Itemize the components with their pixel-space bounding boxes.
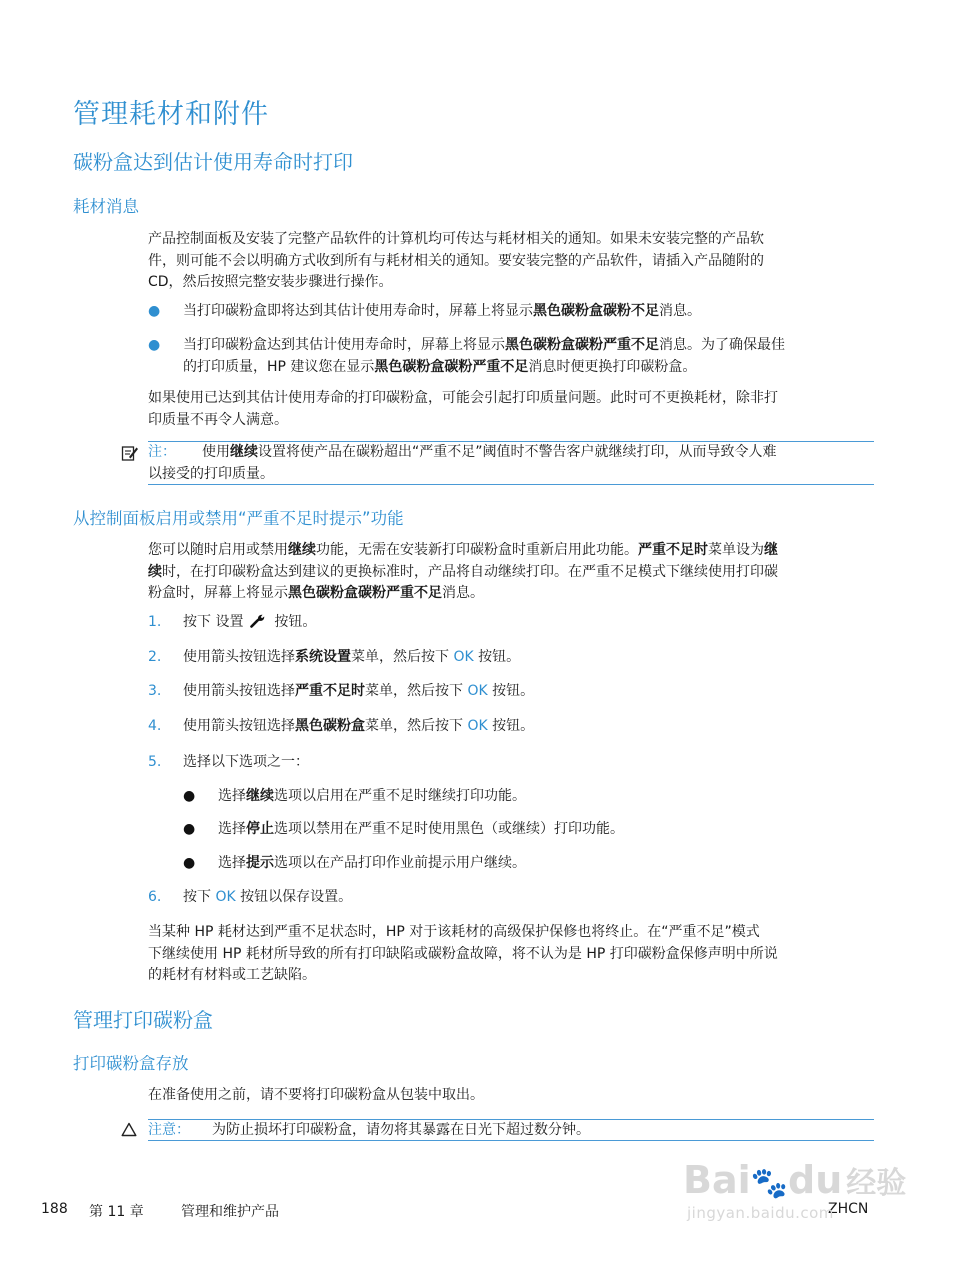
message-name: 黑色碳粉盒碳粉不足 (533, 303, 659, 319)
bullet-dot-icon: ● (183, 788, 196, 804)
text-line (183, 335, 785, 357)
text-line: 如果使用已达到其估计使用寿命的打印碳粉盒，可能会引起打印质量问题。此时可不更换耗材，除非打 (148, 390, 778, 406)
menu-name: 严重不足时 (295, 683, 365, 699)
text-line: 下继续使用 HP 耗材所导致的所有打印缺陷或碳粉盒故障，将不认为是 HP 打印碳粉盒保修声明中所说 (148, 945, 778, 962)
paragraph-quality-warning (148, 388, 874, 431)
text-line: 当某种 HP 耗材达到严重不足状态时，HP 对于该耗材的高级保护保修也将终止。在“严重不足”模式 (148, 924, 760, 940)
message-name: 黑色碳粉盒碳粉严重不足 (505, 337, 659, 353)
baidu-watermark (683, 1158, 907, 1230)
step-number: 3. (148, 683, 162, 699)
text: 使用 (202, 444, 230, 460)
step-1 (183, 612, 316, 634)
text: 您可以随时启用或禁用 (148, 542, 288, 558)
step-number: 6. (148, 889, 162, 905)
text-line (183, 357, 785, 379)
option-stop (218, 819, 624, 841)
text: 的打印质量，HP 建议您在显示 (183, 358, 375, 375)
setting-name: 继续 (230, 444, 258, 460)
text: 消息。 (442, 585, 484, 601)
text-line (148, 442, 874, 464)
menu-name: 系统设置 (295, 649, 351, 665)
watermark-brand-cn: 经验 (846, 1166, 907, 1201)
text: 设置将使产品在碳粉超出“严重不足”阈值时不警告客户就继续打印，从而导致令人难 (258, 444, 777, 460)
text: 选项以在产品打印作业前提示用户继续。 (274, 855, 526, 871)
page-title: 管理耗材和附件 (73, 99, 269, 130)
text: 当打印碳粉盒即将达到其估计使用寿命时，屏幕上将显示 (183, 303, 533, 319)
wrench-icon (250, 613, 266, 628)
bullet-dot-icon: ● (148, 337, 161, 353)
subsection-heading-storage: 打印碳粉盒存放 (73, 1054, 189, 1073)
text-line: 件，则可能不会以明确方式收到所有与耗材相关的通知。要安装完整的产品软件，请插入产品随附的 (148, 252, 764, 269)
text: 按下 (183, 889, 216, 905)
text: 菜单，然后按下 (365, 683, 468, 699)
step-3 (183, 681, 534, 703)
text: 按下 设置 (183, 614, 244, 630)
bullet-dot-icon: ● (183, 821, 196, 837)
locale-code: ZHCN (828, 1201, 869, 1217)
chapter-title: 管理和维护产品 (181, 1204, 279, 1220)
text-line (148, 540, 874, 562)
text: 时，在打印碳粉盒达到建议的更换标准时，产品将自动继续打印。在严重不足模式下继续使用打印碳 (162, 563, 778, 580)
text: 按钮。 (473, 649, 521, 665)
step-4 (183, 716, 534, 738)
bullet-item-low (183, 301, 701, 323)
text: 菜单，然后按下 (351, 649, 454, 665)
step-6 (183, 887, 352, 909)
text: 消息。为了确保最佳 (659, 337, 785, 353)
text-line: CD，然后按照完整安装步骤进行操作。 (148, 274, 393, 290)
text: 使用箭头按钮选择 (183, 683, 295, 699)
text: 选项以禁用在严重不足时使用黑色（或继续）打印功能。 (274, 821, 624, 837)
caution-text: 为防止损坏打印碳粉盒，请勿将其暴露在日光下超过数分钟。 (212, 1122, 590, 1138)
caution-bottom-rule (148, 1140, 874, 1141)
text: 选项以启用在严重不足时继续打印功能。 (274, 788, 526, 804)
text-line (148, 562, 874, 584)
text: 消息时便更换打印碳粉盒。 (528, 358, 697, 375)
text: 选择 (218, 855, 246, 871)
caution-label: 注意： (148, 1122, 190, 1138)
note-bottom-rule (148, 484, 874, 485)
step-2 (183, 647, 520, 669)
bullet-dot-icon: ● (183, 855, 196, 871)
ok-button-label: OK (215, 889, 236, 905)
note-block (148, 442, 874, 485)
text: 当打印碳粉盒达到其估计使用寿命时，屏幕上将显示 (183, 337, 505, 353)
watermark-brand: Bai (683, 1158, 751, 1202)
watermark-url: jingyan.baidu.com (687, 1204, 834, 1222)
text: 功能，无需在安装新打印碳粉盒时重新启用此功能。 (316, 542, 638, 558)
text: 选择 (218, 788, 246, 804)
note-label: 注： (148, 444, 176, 460)
paw-icon: 🐾 (750, 1166, 788, 1201)
text-line: 印质量不再令人满意。 (148, 411, 288, 428)
text: 按钮。 (487, 683, 535, 699)
text: 消息。 (659, 303, 701, 319)
ok-button-label: OK (453, 649, 474, 665)
text: 菜单设为 (708, 542, 764, 558)
text-line: 产品控制面板及安装了完整产品软件的计算机均可传达与耗材相关的通知。如果未安装完整的产品软 (148, 231, 764, 247)
option-name: 停止 (246, 821, 274, 837)
step-5: 选择以下选项之一： (183, 754, 309, 770)
setting-name: 续 (148, 563, 162, 580)
menu-name: 严重不足时 (638, 542, 708, 558)
message-name: 黑色碳粉盒碳粉严重不足 (374, 358, 529, 375)
step-number: 5. (148, 754, 162, 770)
menu-name: 黑色碳粉盒 (295, 718, 365, 734)
ok-button-label: OK (467, 718, 488, 734)
watermark-brand2: du (788, 1158, 843, 1202)
subsection-heading-supply-messages: 耗材消息 (73, 197, 139, 216)
text-line (148, 583, 874, 605)
caution-block (148, 1120, 590, 1142)
text: 粉盒时，屏幕上将显示 (148, 585, 288, 601)
text-line: 以接受的打印质量。 (148, 465, 274, 482)
section-heading-print-at-end: 碳粉盒达到估计使用寿命时打印 (73, 150, 353, 174)
text: 按钮。 (487, 718, 535, 734)
chapter-label: 第 11 章 (89, 1204, 144, 1220)
paragraph-warranty (148, 922, 874, 987)
paragraph-enable-disable (148, 540, 874, 605)
caution-triangle-icon (121, 1122, 137, 1137)
text: 按钮。 (274, 614, 317, 630)
setting-name: 继 (764, 542, 778, 558)
note-icon (121, 444, 139, 462)
page-number: 188 (41, 1201, 68, 1217)
option-prompt (218, 853, 526, 875)
step-number: 2. (148, 649, 162, 665)
paragraph-storage: 在准备使用之前，请不要将打印碳粉盒从包装中取出。 (148, 1087, 484, 1103)
text: 使用箭头按钮选择 (183, 649, 295, 665)
step-number: 4. (148, 718, 162, 734)
subsection-heading-enable-disable: 从控制面板启用或禁用“严重不足时提示”功能 (73, 509, 404, 528)
text: 按钮以保存设置。 (235, 889, 353, 905)
bullet-dot-icon: ● (148, 303, 161, 319)
text: 菜单，然后按下 (365, 718, 468, 734)
setting-name: 继续 (288, 542, 316, 558)
option-continue (218, 786, 526, 808)
ok-button-label: OK (467, 683, 488, 699)
text: 使用箭头按钮选择 (183, 718, 295, 734)
step-number: 1. (148, 614, 162, 630)
option-name: 提示 (246, 855, 274, 871)
bullet-item-very-low (183, 335, 785, 378)
paragraph-supply-messages (148, 229, 874, 294)
section-heading-manage-cartridges: 管理打印碳粉盒 (73, 1008, 213, 1032)
text-line: 的耗材有材料或工艺缺陷。 (148, 967, 316, 983)
option-name: 继续 (246, 788, 274, 804)
text: 选择 (218, 821, 246, 837)
message-name: 黑色碳粉盒碳粉严重不足 (288, 585, 442, 601)
